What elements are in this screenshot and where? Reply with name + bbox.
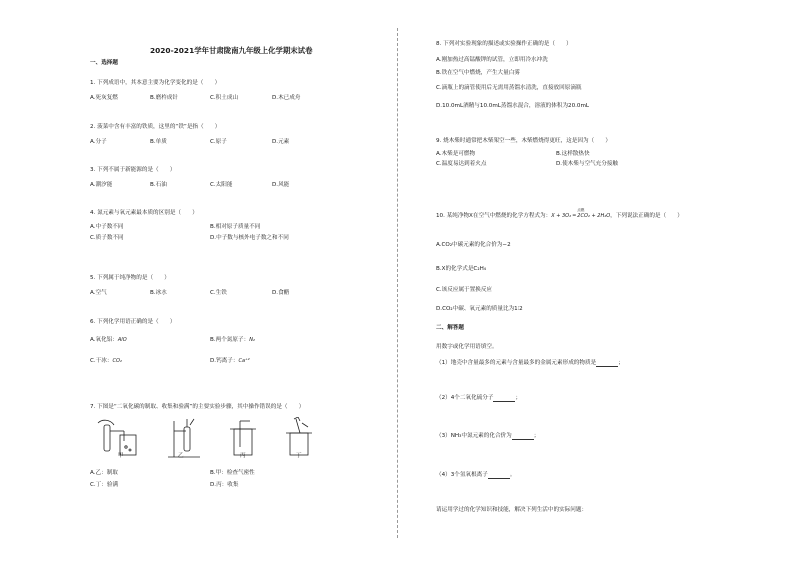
fill-item-4: （4）3个氢氧根离子 。 [436,472,516,478]
q6-option-c: C.干冰：CO₂ [90,358,122,364]
q10-equation: 点燃 X + 3O₂ ═ 2CO₂ + 2H₂O [551,208,611,219]
question-5-stem: 5. 下列属于纯净物的是（ ） [90,275,170,281]
q6-formula-a: AlO [117,337,127,343]
q5-option-c: C.生铁 [210,290,227,296]
q6-option-a: A.氧化铝：AlO [90,337,127,343]
q1-option-a: A.死灰复燃 [90,95,118,101]
fill-item-1: （1）地壳中含量最多的元素与含量最多的金属元素形成的物质是 ； [436,360,624,366]
figure-label-bing: 丙 [240,453,246,459]
q9-option-a: A.木柴是可燃物 [436,151,476,157]
question-3-stem: 3. 下列不属于新能源的是（ ） [90,167,176,173]
apparatus-yi [168,419,200,457]
q8-option-c: C.滴瓶上的滴管使用后无需用蒸馏水清洗，直接放回原滴瓶 [436,85,582,91]
section-heading-answer: 二、解答题 [436,325,464,331]
q8-option-d: D.10.0mL酒精与10.0mL蒸馏水混合，溶液的体积为20.0mL [436,103,590,109]
question-8-stem: 8. 下列对实验现象的描述或实验操作正确的是（ ） [436,41,572,47]
q10-option-b: B.X的化学式是C₂H₄ [436,266,487,272]
q2-option-b: B.单质 [150,139,167,145]
q10-reaction-condition: 点燃 [577,208,585,212]
q7-option-c: C.丁：验满 [90,482,119,488]
question-6-stem: 6. 下列化学用语正确的是（ ） [90,319,176,325]
exam-title: 2020-2021学年甘肃陇南九年级上化学期末试卷 [150,46,313,55]
q4-option-d: D.中子数与核外电子数之和不同 [210,235,289,241]
q4-option-b: B.相对原子质量不同 [210,224,261,230]
q1-option-b: B.磨杵成针 [150,95,178,101]
q5-option-a: A.空气 [90,290,107,296]
q4-option-a: A.中子数不同 [90,224,124,230]
question-2-stem: 2. 菠菜中含有丰富的铁质，这里的“铁”是指（ ） [90,124,221,130]
q6-formula-d: Ca⁺² [238,358,250,364]
question-9-stem: 9. 烧木柴时通常把木柴架空一些，木柴燃烧得更旺，这是因为（ ） [436,138,611,144]
q3-option-a: A.潮汐能 [90,182,113,188]
q1-option-d: D.木已成舟 [272,95,301,101]
q2-option-a: A.分子 [90,139,107,145]
fill-item-2: （2）4个二氧化硫分子 ； [436,395,522,401]
q10-option-c: C.该反应属于置换反应 [436,287,493,293]
q9-option-b: B.这样散热快 [556,151,590,157]
question-1-stem: 1. 下列成语中，其本意主要为化学变化的是（ ） [90,80,221,86]
apparatus-jia [98,420,136,455]
figure-label-yi: 乙 [178,453,184,459]
q2-option-c: C.原子 [210,139,227,145]
q7-apparatus-figure [90,417,320,465]
figure-label-jia: 甲 [118,453,124,459]
q9-option-d: D.使木柴与空气充分接触 [556,161,619,167]
q1-option-c: C.积土成山 [210,95,239,101]
column-divider [397,28,398,538]
q6-formula-b: N₂ [249,337,255,343]
question-10-stem: 10. 某纯净物X在空气中燃烧的化学方程式为： 点燃 X + 3O₂ ═ 2CO₂ + 2H₂O，下列说法正确的是（ ） [436,208,683,219]
q4-option-c: C.质子数不同 [90,235,124,241]
q7-option-b: B.甲：检查气密性 [210,470,255,476]
q3-option-b: B.石油 [150,182,167,188]
q8-option-a: A.刚加热过高锰酸钾的试管，立即用冷水冲洗 [436,57,548,63]
q6-option-b: B.两个氮原子：N₂ [210,337,255,343]
answer-blank-3[interactable] [512,434,534,440]
answer-blank-2[interactable] [493,396,515,402]
answer-blank-1[interactable] [596,361,618,367]
fill-item-3: （3）NH₃中氮元素的化合价为 ； [436,433,540,439]
closing-instruction: 请运用学过的化学知识和技能，解决下列生活中的实际问题： [436,507,588,513]
q3-option-d: D.风能 [272,182,290,188]
q7-option-a: A.乙：制取 [90,470,118,476]
q10-option-a: A.CO₂中碳元素的化合价为−2 [436,242,511,248]
apparatus-bing [230,421,256,455]
question-7-stem: 7. 下图是“二氧化碳的制取、收集和验满”的主要实验步骤，其中操作错误的是（ ） [90,404,305,410]
answer-blank-4[interactable] [488,473,510,479]
q5-option-d: D.食醋 [272,290,290,296]
fill-intro: 用数字或化学用语填空。 [436,344,498,350]
q5-option-b: B.冰水 [150,290,167,296]
q9-option-c: C.温度易达到着火点 [436,161,487,167]
section-heading-choice: 一、选择题 [90,60,118,66]
q7-option-d: D.丙：收集 [210,482,239,488]
q6-formula-c: CO₂ [112,358,122,364]
apparatus-ding [286,417,312,455]
q8-option-b: B.铁在空气中燃烧，产生大量白雾 [436,70,520,76]
q10-option-d: D.CO₂中碳、氧元素的质量比为1∶2 [436,306,523,312]
q6-option-d: D.钙离子：Ca⁺² [210,358,250,364]
q3-option-c: C.太阳能 [210,182,233,188]
question-4-stem: 4. 氮元素与氧元素最本质的区别是（ ） [90,210,198,216]
figure-label-ding: 丁 [296,453,302,459]
q2-option-d: D.元素 [272,139,290,145]
